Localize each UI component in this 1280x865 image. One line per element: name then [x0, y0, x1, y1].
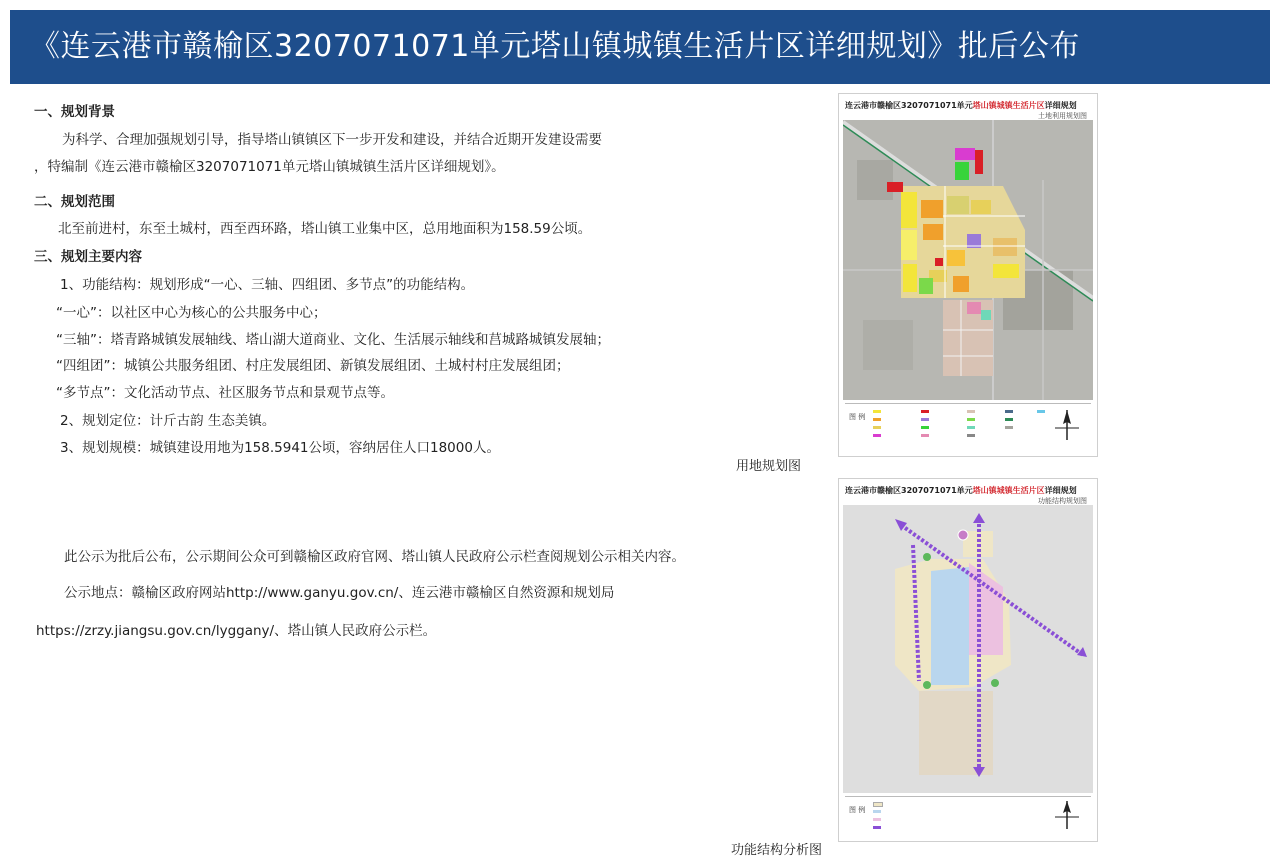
landuse-legend-label: 图 例 — [849, 413, 866, 421]
north-arrow-icon — [1053, 799, 1081, 831]
structure-plan-map — [838, 478, 1098, 842]
page-title: 《连云港市赣榆区3207071071单元塔山镇城镇生活片区详细规划》批后公布 — [30, 29, 1080, 64]
north-arrow-icon — [1053, 408, 1081, 442]
content-item-axes: “三轴”：塔青路城镇发展轴线、塔山湖大道商业、文化、生活展示轴线和莒城路城镇发展轴； — [56, 332, 610, 348]
content-item-structure: 1、功能结构：规划形成“一心、三轴、四组团、多节点”的功能结构。 — [60, 277, 475, 293]
section-heading-background: 一、规划背景 — [34, 104, 115, 120]
structure-legend-label: 图 例 — [849, 806, 866, 814]
background-paragraph-line1: 为科学、合理加强规划引导，指导塔山镇镇区下一步开发和建设，并结合近期开发建设需要 — [62, 132, 602, 148]
section-heading-content: 三、规划主要内容 — [34, 249, 142, 265]
notice-location-line: 公示地点：赣榆区政府网站http://www.ganyu.gov.cn/、连云港市赣榆区自然资源和规划局 — [64, 585, 615, 601]
notice-line1: 此公示为批后公布，公示期间公众可到赣榆区政府官网、塔山镇人民政府公示栏查阅规划公示相关内容。 — [64, 549, 685, 565]
landuse-map-subtitle: 土地利用规划图 — [1038, 112, 1087, 120]
notice-url-line: https://zrzy.jiangsu.gov.cn/lyggany/、塔山镇人民政府公示栏。 — [36, 623, 437, 639]
background-paragraph-line2: ，特编制《连云港市赣榆区3207071071单元塔山镇城镇生活片区详细规划》。 — [34, 159, 505, 175]
structure-map-image — [843, 505, 1093, 793]
landuse-map-image — [843, 120, 1093, 400]
content-item-scale: 3、规划规模：城镇建设用地为158.5941公顷，容纳居住人口18000人。 — [60, 440, 500, 456]
landuse-map-title: 连云港市赣榆区3207071071单元塔山镇城镇生活片区详细规划 — [845, 101, 1077, 110]
section-heading-scope: 二、规划范围 — [34, 194, 115, 210]
landuse-plan-map — [838, 93, 1098, 457]
landuse-map-caption: 用地规划图 — [736, 459, 802, 474]
structure-map-caption: 功能结构分析图 — [731, 843, 823, 858]
content-item-nodes: “多节点”：文化活动节点、社区服务节点和景观节点等。 — [56, 385, 394, 401]
title-banner — [10, 10, 1270, 84]
structure-map-subtitle: 功能结构规划图 — [1038, 497, 1087, 505]
structure-map-title: 连云港市赣榆区3207071071单元塔山镇城镇生活片区详细规划 — [845, 486, 1077, 495]
content-item-positioning: 2、规划定位：计斤古韵 生态美镇。 — [60, 413, 276, 429]
content-item-clusters: “四组团”：城镇公共服务组团、村庄发展组团、新镇发展组团、土城村村庄发展组团； — [56, 358, 570, 374]
scope-paragraph: 北至前进村，东至土城村，西至西环路，塔山镇工业集中区，总用地面积为158.59公顷。 — [58, 221, 592, 237]
landuse-map-legend — [845, 403, 1091, 450]
content-item-core: “一心”：以社区中心为核心的公共服务中心； — [56, 305, 327, 321]
structure-map-legend — [845, 796, 1091, 835]
